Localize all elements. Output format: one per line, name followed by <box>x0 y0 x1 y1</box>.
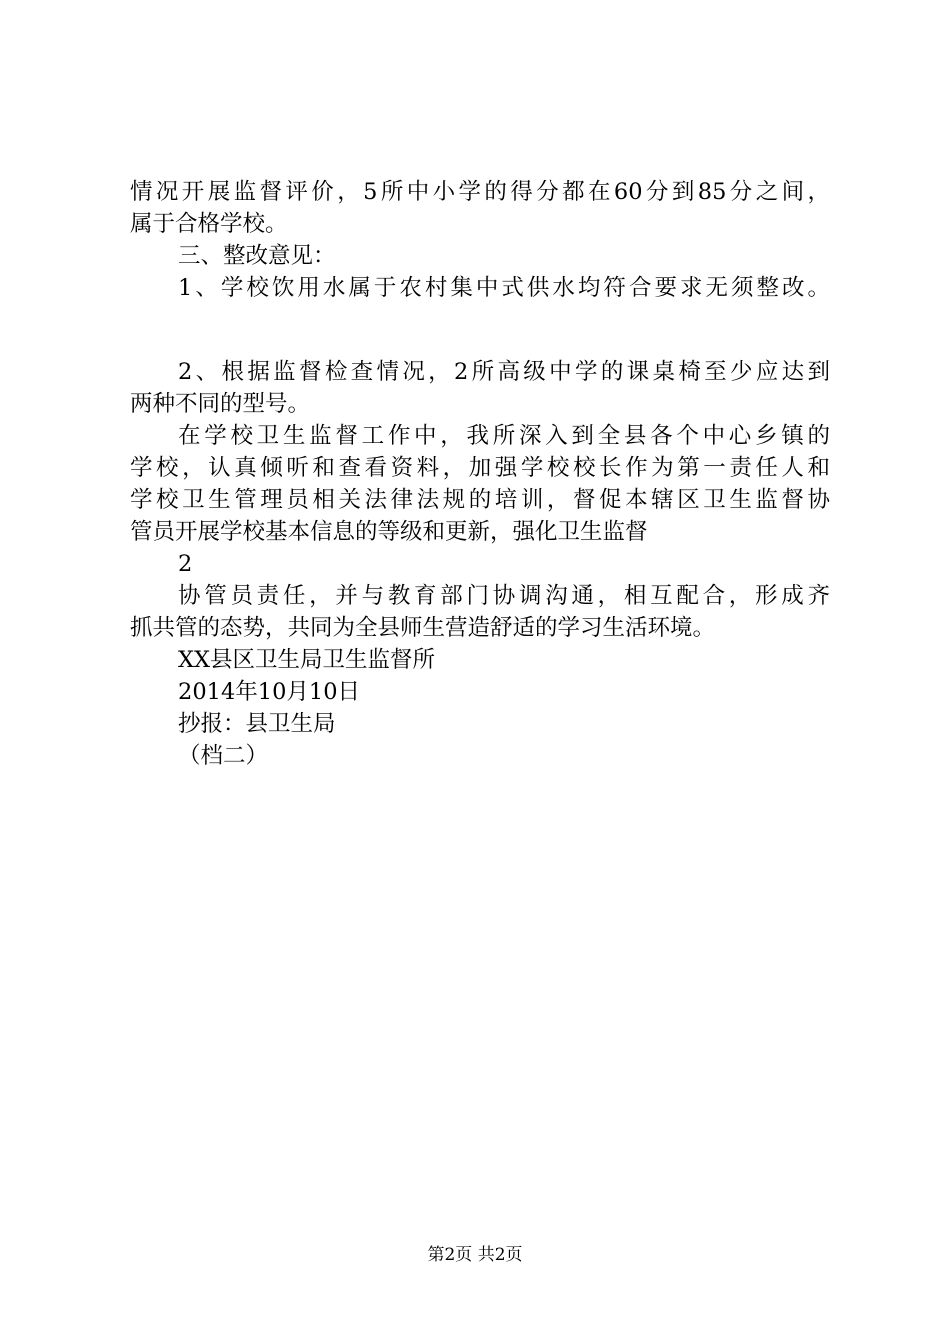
page-footer: 第2页 共2页 <box>427 1245 523 1265</box>
paragraph-line: 协管员责任，并与教育部门协调沟通，相互配合，形成齐 <box>178 583 830 609</box>
page-marker: 2 <box>178 551 193 577</box>
paragraph-line: 属于合格学校。 <box>130 211 288 237</box>
paragraph-line: 抓共管的态势，共同为全县师生营造舒适的学习生活环境。 <box>130 615 716 641</box>
signature-org: XX县区卫生局卫生监督所 <box>178 647 436 673</box>
paragraph-line: 管员开展学校基本信息的等级和更新，强化卫生监督 <box>130 519 648 545</box>
section-heading: 三、整改意见： <box>178 243 336 269</box>
cc-line: 抄报：县卫生局 <box>178 711 336 737</box>
list-item: 1、学校饮用水属于农村集中式供水均符合要求无须整改。 <box>178 275 830 301</box>
paragraph-line: 情况开展监督评价，5所中小学的得分都在60分到85分之间， <box>130 179 830 205</box>
document-body <box>130 176 830 772</box>
paragraph-line: 学校，认真倾听和查看资料，加强学校校长作为第一责任人和 <box>130 455 830 481</box>
paragraph-spacer <box>130 304 830 356</box>
signature-date: 2014年10月10日 <box>178 679 361 705</box>
archive-note: （档二） <box>178 743 269 769</box>
paragraph-line: 两种不同的型号。 <box>130 391 311 417</box>
list-item: 2、根据监督检查情况，2所高级中学的课桌椅至少应达到 <box>178 359 830 385</box>
paragraph-line: 学校卫生管理员相关法律法规的培训，督促本辖区卫生监督协 <box>130 487 830 513</box>
paragraph-line: 在学校卫生监督工作中，我所深入到全县各个中心乡镇的 <box>178 423 830 449</box>
